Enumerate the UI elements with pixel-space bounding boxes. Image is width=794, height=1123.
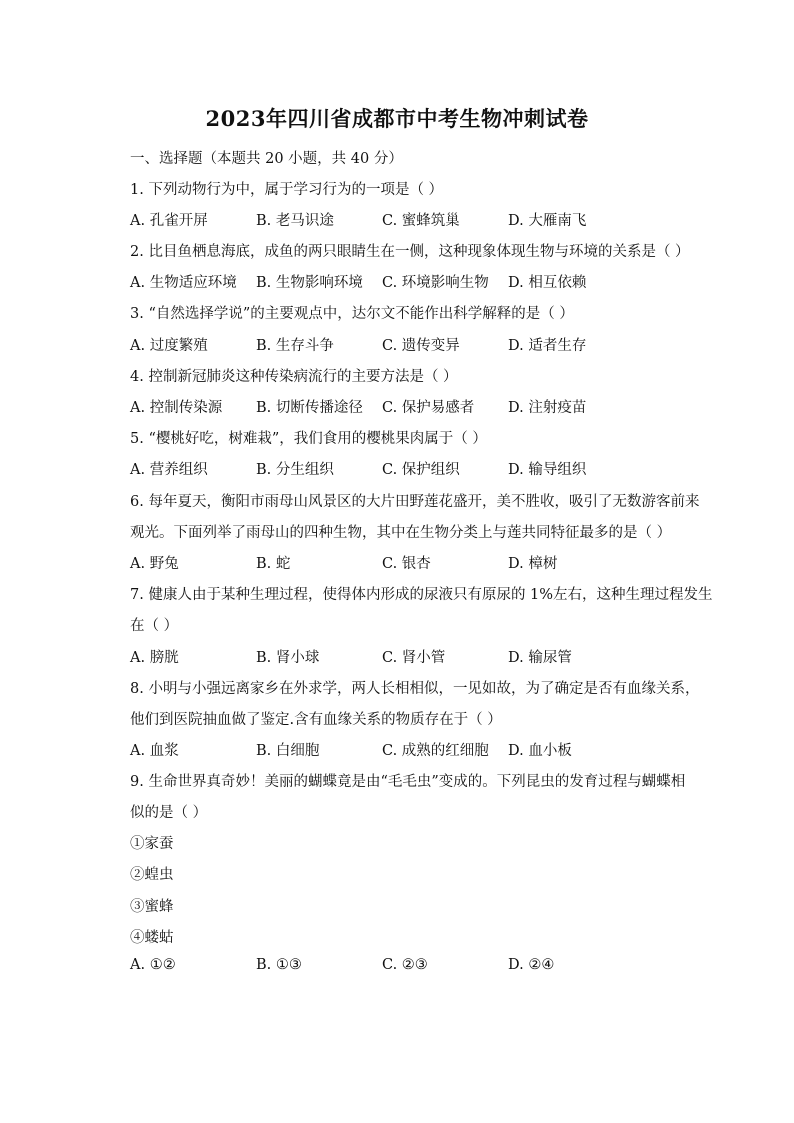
option-c: C. 银杏 bbox=[382, 556, 431, 572]
question-9-sub-item: ④蝼蛄 bbox=[130, 930, 174, 946]
option-a: A. 生物适应环境 bbox=[130, 275, 237, 291]
option-c: C. 保护组织 bbox=[382, 462, 460, 478]
question-8-line-2: 他们到医院抽血做了鉴定.含有血缘关系的物质存在于（ ） bbox=[130, 712, 502, 728]
option-c: C. 成熟的红细胞 bbox=[382, 743, 489, 759]
question-6-line-1: 6. 每年夏天，衡阳市雨母山风景区的大片田野莲花盛开，美不胜收，吸引了无数游客前来 bbox=[130, 494, 700, 510]
option-a: A. ①② bbox=[130, 957, 176, 973]
option-b: B. ①③ bbox=[256, 957, 302, 973]
option-d: D. ②④ bbox=[508, 957, 555, 973]
question-8-line-1: 8. 小明与小强远离家乡在外求学，两人长相相似，一见如故，为了确定是否有血缘关系， bbox=[130, 681, 700, 697]
question-5: 5. “樱桃好吃，树难栽”，我们食用的樱桃果肉属于（ ） bbox=[130, 431, 487, 447]
question-9-line-1: 9. 生命世界真奇妙！美丽的蝴蝶竟是由“毛毛虫”变成的。下列昆虫的发育过程与蝴蝶相 bbox=[130, 774, 686, 790]
question-7-line-1: 7. 健康人由于某种生理过程，使得体内形成的尿液只有原尿的 1%左右，这种生理过程发生 bbox=[130, 587, 713, 603]
option-a: A. 过度繁殖 bbox=[130, 338, 208, 354]
option-c: C. 肾小管 bbox=[382, 650, 446, 666]
option-a: A. 血浆 bbox=[130, 743, 179, 759]
question-2: 2. 比目鱼栖息海底，成鱼的两只眼睛生在一侧，这种现象体现生物与环境的关系是（ ） bbox=[130, 244, 690, 260]
option-c: C. 保护易感者 bbox=[382, 400, 475, 416]
option-b: B. 老马识途 bbox=[256, 213, 334, 229]
option-a: A. 膀胱 bbox=[130, 650, 179, 666]
option-d: D. 适者生存 bbox=[508, 338, 587, 354]
option-d: D. 樟树 bbox=[508, 556, 558, 572]
question-9-sub-item: ③蜜蜂 bbox=[130, 899, 174, 915]
question-3: 3. “自然选择学说”的主要观点中，达尔文不能作出科学解释的是（ ） bbox=[130, 306, 574, 322]
option-a: A. 野兔 bbox=[130, 556, 179, 572]
option-d: D. 相互依赖 bbox=[508, 275, 587, 291]
question-9-sub-item: ②蝗虫 bbox=[130, 867, 174, 883]
option-b: B. 生物影响环境 bbox=[256, 275, 363, 291]
option-b: B. 蛇 bbox=[256, 556, 291, 572]
option-b: B. 白细胞 bbox=[256, 743, 320, 759]
option-d: D. 输导组织 bbox=[508, 462, 587, 478]
option-b: B. 分生组织 bbox=[256, 462, 334, 478]
option-a: A. 控制传染源 bbox=[130, 400, 223, 416]
section-header: 一、选择题（本题共 20 小题，共 40 分） bbox=[130, 151, 403, 167]
question-7-line-2: 在（ ） bbox=[130, 618, 179, 634]
option-a: A. 孔雀开屏 bbox=[130, 213, 208, 229]
option-d: D. 大雁南飞 bbox=[508, 213, 587, 229]
option-d: D. 血小板 bbox=[508, 743, 572, 759]
option-c: C. 遗传变异 bbox=[382, 338, 460, 354]
option-b: B. 生存斗争 bbox=[256, 338, 334, 354]
question-9-sub-item: ①家蚕 bbox=[130, 836, 174, 852]
option-b: B. 肾小球 bbox=[256, 650, 320, 666]
option-b: B. 切断传播途径 bbox=[256, 400, 363, 416]
option-c: C. ②③ bbox=[382, 957, 428, 973]
question-4: 4. 控制新冠肺炎这种传染病流行的主要方法是（ ） bbox=[130, 369, 458, 385]
page-title: 2023年四川省成都市中考生物冲刺试卷 bbox=[205, 106, 589, 131]
option-a: A. 营养组织 bbox=[130, 462, 208, 478]
question-1: 1. 下列动物行为中，属于学习行为的一项是（ ） bbox=[130, 182, 444, 198]
option-d: D. 注射疫苗 bbox=[508, 400, 587, 416]
option-c: C. 环境影响生物 bbox=[382, 275, 489, 291]
question-9-line-2: 似的是（ ） bbox=[130, 805, 208, 821]
option-d: D. 输尿管 bbox=[508, 650, 572, 666]
option-c: C. 蜜蜂筑巢 bbox=[382, 213, 460, 229]
question-6-line-2: 观光。下面列举了雨母山的四种生物，其中在生物分类上与莲共同特征最多的是（ ） bbox=[130, 525, 672, 541]
